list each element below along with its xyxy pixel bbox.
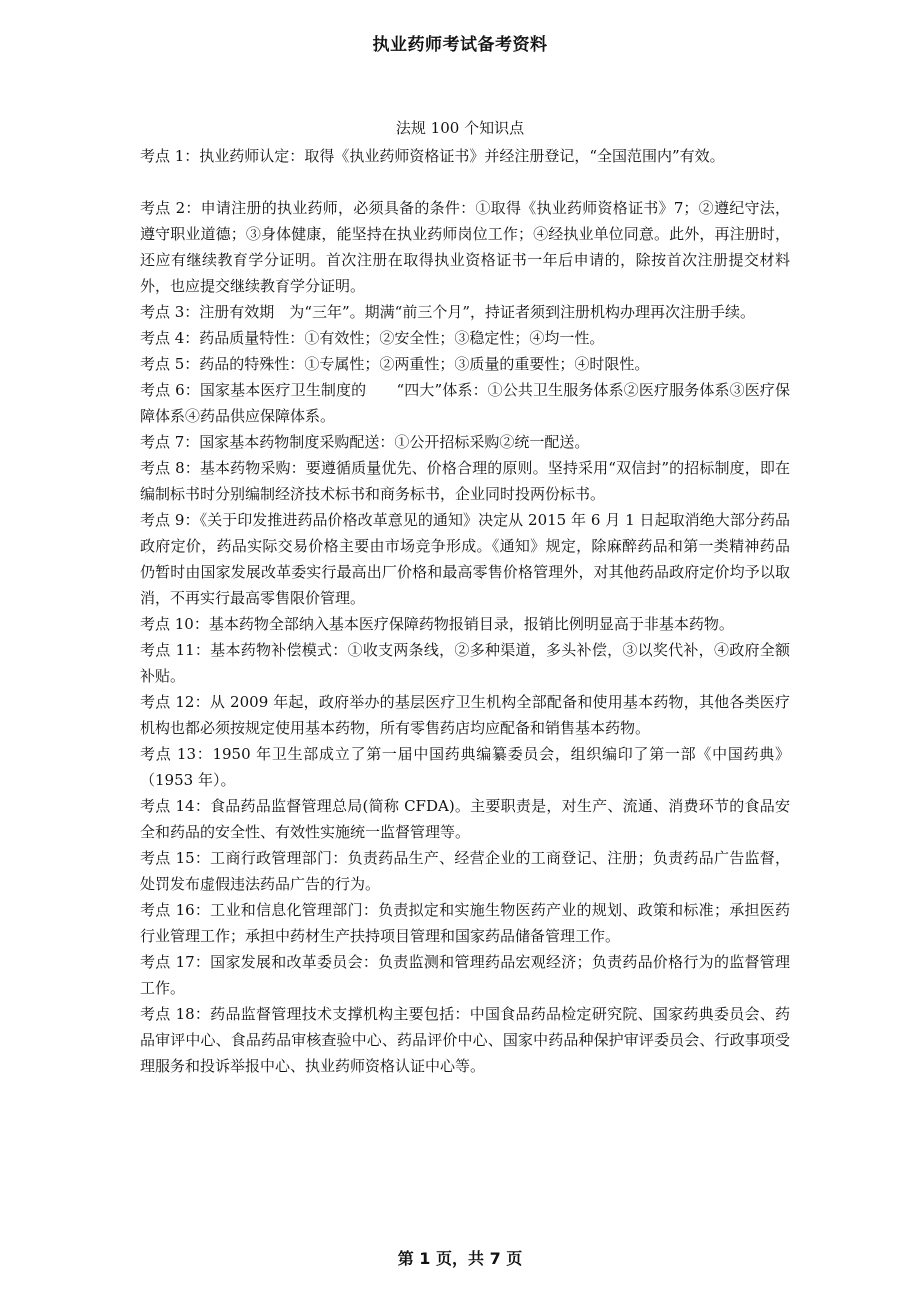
knowledge-point-3: 考点 3：注册有效期 为“三年”。期满“前三个月”，持证者须到注册机构办理再次注册手续。 [140,303,755,321]
knowledge-point-15: 考点 15：工商行政管理部门：负责药品生产、经营企业的工商登记、注册；负责药品广告监督，处罚发布虚假违法药品广告的行为。 [140,849,790,893]
knowledge-point-2: 考点 2：申请注册的执业药师，必须具备的条件：①取得《执业药师资格证书》7；②遵纪守法，遵守职业道德；③身体健康，能坚持在执业药师岗位工作；④经执业单位同意。此外，再注册时，还应有继续教育学分证明。首次注册在取得执业资格证书一年后申请的，除按首次注册提交材料外，也应提交继续教育学分证明。 [140,199,790,295]
knowledge-point-9: 考点 9：《关于印发推进药品价格改革意见的通知》决定从 2015 年 6 月 1 日起取消绝大部分药品政府定价，药品实际交易价格主要由市场竞争形成。《通知》规定，除麻醉药品和第一类精神药品仍暂时由国家发展改革委实行最高出厂价格和最高零售价格管理外，对其他药品政府定价均予以取消，不再实行最高零售限价管理。 [140,511,790,607]
knowledge-point-16: 考点 16：工业和信息化管理部门：负责拟定和实施生物医药产业的规划、政策和标准；承担医药行业管理工作；承担中药材生产扶持项目管理和国家药品储备管理工作。 [140,901,790,945]
knowledge-point-18: 考点 18：药品监督管理技术支撑机构主要包括：中国食品药品检定研究院、国家药典委员会、药品审评中心、食品药品审核查验中心、药品评价中心、国家中药品种保护审评委员会、行政事项受理服务和投诉举报中心、执业药师资格认证中心等。 [140,1005,790,1075]
knowledge-point-8: 考点 8：基本药物采购：要遵循质量优先、价格合理的原则。坚持采用“双信封”的招标制度，即在编制标书时分别编制经济技术标书和商务标书，企业同时投两份标书。 [140,459,790,503]
document-body [140,143,790,1079]
knowledge-point-1: 考点 1：执业药师认定：取得《执业药师资格证书》并经注册登记，“全国范围内”有效。 [140,147,725,165]
page-header: 执业药师考试备考资料 [372,35,548,55]
knowledge-point-12: 考点 12：从 2009 年起，政府举办的基层医疗卫生机构全部配备和使用基本药物，其他各类医疗机构也都必须按规定使用基本药物，所有零售药店均应配备和销售基本药物。 [140,693,790,737]
knowledge-point-4: 考点 4：药品质量特性：①有效性；②安全性；③稳定性；④均一性。 [140,329,605,347]
knowledge-point-13: 考点 13：1950 年卫生部成立了第一届中国药典编纂委员会，组织编印了第一部《中国药典》（1953 年）。 [140,745,790,789]
knowledge-point-5: 考点 5：药品的特殊性：①专属性；②两重性；③质量的重要性；④时限性。 [140,355,650,373]
knowledge-point-14: 考点 14：食品药品监督管理总局(简称 CFDA)。主要职责是，对生产、流通、消费环节的食品安全和药品的安全性、有效性实施统一监督管理等。 [140,797,790,841]
document-title: 法规 100 个知识点 [395,119,525,137]
knowledge-point-6: 考点 6：国家基本医疗卫生制度的 “四大”体系：①公共卫生服务体系②医疗服务体系③医疗保障体系④药品供应保障体系。 [140,381,790,425]
knowledge-point-11: 考点 11：基本药物补偿模式：①收支两条线，②多种渠道，多头补偿，③以奖代补，④政府全额补贴。 [140,641,790,685]
knowledge-point-7: 考点 7：国家基本药物制度采购配送：①公开招标采购②统一配送。 [140,433,590,451]
knowledge-point-17: 考点 17：国家发展和改革委员会：负责监测和管理药品宏观经济；负责药品价格行为的监督管理工作。 [140,953,790,997]
knowledge-point-10: 考点 10：基本药物全部纳入基本医疗保障药物报销目录，报销比例明显高于非基本药物。 [140,615,734,633]
page-number: 第 1 页，共 7 页 [397,1249,523,1268]
